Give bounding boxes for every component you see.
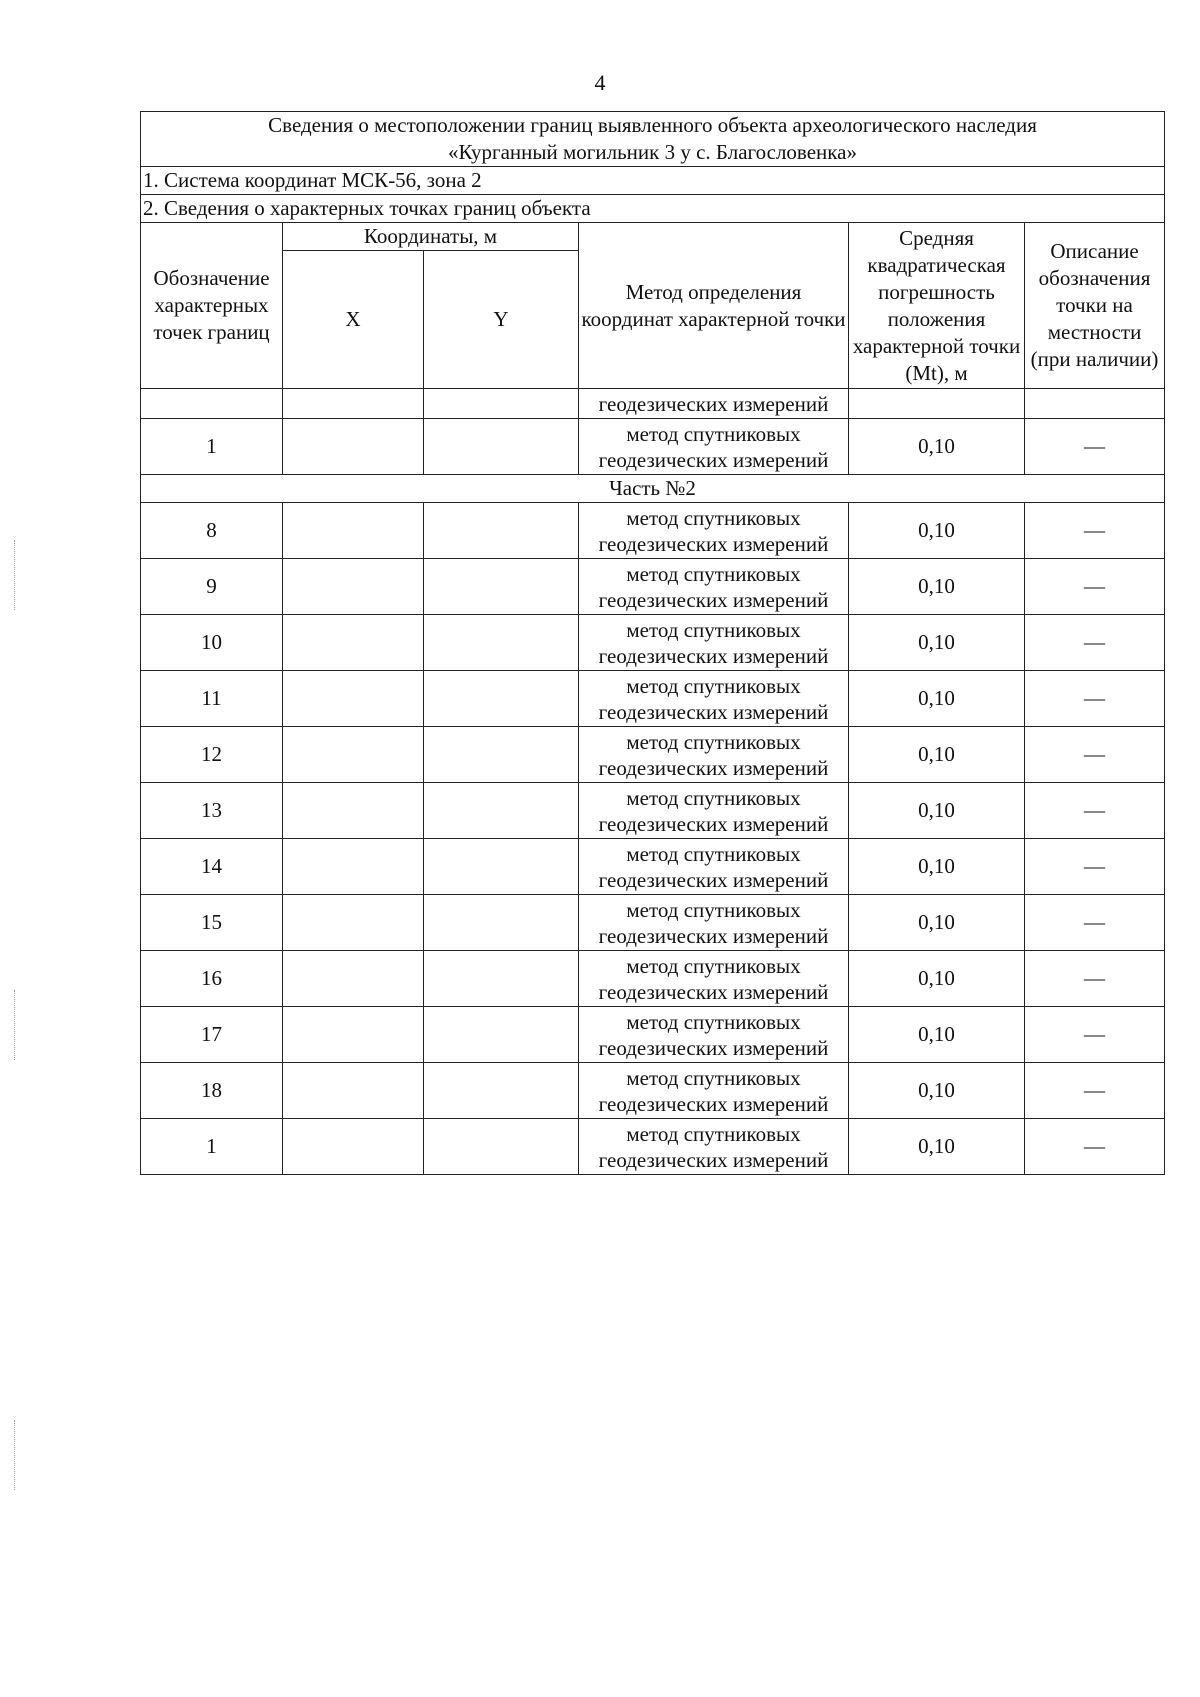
method-line-1: метод спутниковых xyxy=(626,785,801,810)
method-line-1: метод спутниковых xyxy=(626,729,801,754)
method-line-2: геодезических измерений xyxy=(598,531,829,556)
description-value: — xyxy=(1025,1007,1165,1063)
table-row xyxy=(141,671,1165,727)
point-number: 8 xyxy=(141,503,283,559)
accuracy-value: 0,10 xyxy=(849,895,1025,951)
method-line-2: геодезических измерений xyxy=(598,643,829,668)
coord-x xyxy=(283,559,424,615)
header-accuracy: Средняя квадратическая погрешность положения характерной точки (Mt), м xyxy=(849,223,1025,389)
table-row xyxy=(141,1007,1165,1063)
table-title xyxy=(141,112,1165,167)
point-number: 18 xyxy=(141,1063,283,1119)
method-line-1: метод спутниковых xyxy=(626,617,801,642)
binding-mark xyxy=(14,1420,16,1490)
coord-y xyxy=(424,727,579,783)
point-number: 15 xyxy=(141,895,283,951)
point-number: 16 xyxy=(141,951,283,1007)
table-row xyxy=(141,951,1165,1007)
coord-x xyxy=(283,419,424,475)
point-number: 13 xyxy=(141,783,283,839)
accuracy-value: 0,10 xyxy=(849,419,1025,475)
method-line-1: метод спутниковых xyxy=(626,1009,801,1034)
description-value: — xyxy=(1025,1119,1165,1175)
description-value: — xyxy=(1025,951,1165,1007)
description-value: — xyxy=(1025,559,1165,615)
method-line-2: геодезических измерений xyxy=(598,923,829,948)
accuracy-value: 0,10 xyxy=(849,1119,1025,1175)
method-cell xyxy=(579,839,849,895)
table-title-row xyxy=(141,112,1165,167)
method-cell xyxy=(579,1063,849,1119)
accuracy-value: 0,10 xyxy=(849,503,1025,559)
points-section-title: 2. Сведения о характерных точках границ объекта xyxy=(141,195,1165,223)
coord-y xyxy=(424,615,579,671)
method-cell xyxy=(579,671,849,727)
method-line-1: метод спутниковых xyxy=(626,505,801,530)
coordinate-system: 1. Система координат МСК-56, зона 2 xyxy=(141,167,1165,195)
method-cell xyxy=(579,1119,849,1175)
coord-x xyxy=(283,671,424,727)
accuracy-value: 0,10 xyxy=(849,727,1025,783)
method-line-1: метод спутниковых xyxy=(626,673,801,698)
point-number: 11 xyxy=(141,671,283,727)
table-row xyxy=(141,419,1165,475)
method-continuation: геодезических измерений xyxy=(579,389,849,419)
accuracy-value: 0,10 xyxy=(849,559,1025,615)
table-row xyxy=(141,503,1165,559)
coord-x xyxy=(283,727,424,783)
method-line-2: геодезических измерений xyxy=(598,1035,829,1060)
method-cell xyxy=(579,1007,849,1063)
point-number: 10 xyxy=(141,615,283,671)
coord-y xyxy=(424,1007,579,1063)
part-label: Часть №2 xyxy=(141,475,1165,503)
header-y: Y xyxy=(424,251,579,389)
description-value: — xyxy=(1025,839,1165,895)
coord-x xyxy=(283,895,424,951)
coord-x xyxy=(283,783,424,839)
table-row xyxy=(141,615,1165,671)
section-row xyxy=(141,195,1165,223)
point-number: 9 xyxy=(141,559,283,615)
description-value: — xyxy=(1025,1063,1165,1119)
method-cell xyxy=(579,559,849,615)
point-number: 17 xyxy=(141,1007,283,1063)
method-cell xyxy=(579,615,849,671)
method-line-1: метод спутниковых xyxy=(626,1065,801,1090)
description-value: — xyxy=(1025,615,1165,671)
table-row xyxy=(141,895,1165,951)
accuracy-value: 0,10 xyxy=(849,1007,1025,1063)
coord-y xyxy=(424,783,579,839)
method-line-2: геодезических измерений xyxy=(598,979,829,1004)
table-row xyxy=(141,559,1165,615)
point-number: 14 xyxy=(141,839,283,895)
coord-y xyxy=(424,951,579,1007)
coord-y xyxy=(424,671,579,727)
coord-x xyxy=(283,615,424,671)
coord-x xyxy=(283,1063,424,1119)
description-value: — xyxy=(1025,895,1165,951)
coord-x xyxy=(283,839,424,895)
method-line-2: геодезических измерений xyxy=(598,755,829,780)
header-method: Метод определения координат характерной точки xyxy=(579,223,849,389)
binding-mark xyxy=(14,990,16,1060)
title-line-1: Сведения о местоположении границ выявленного объекта археологического наследия xyxy=(268,113,1037,137)
accuracy-value: 0,10 xyxy=(849,951,1025,1007)
page-number: 4 xyxy=(594,70,606,95)
method-line-1: метод спутниковых xyxy=(626,897,801,922)
description-value: — xyxy=(1025,419,1165,475)
description-value: — xyxy=(1025,783,1165,839)
coord-x xyxy=(283,1119,424,1175)
method-line-1: метод спутниковых xyxy=(626,561,801,586)
coord-y xyxy=(424,895,579,951)
point-number: 1 xyxy=(141,419,283,475)
method-cell xyxy=(579,419,849,475)
point-number: 1 xyxy=(141,1119,283,1175)
coord-x xyxy=(283,1007,424,1063)
method-cell xyxy=(579,895,849,951)
method-cell xyxy=(579,727,849,783)
description-value: — xyxy=(1025,503,1165,559)
method-line-2: геодезических измерений xyxy=(598,447,829,472)
method-line-2: геодезических измерений xyxy=(598,811,829,836)
part-row xyxy=(141,475,1165,503)
table-row xyxy=(141,783,1165,839)
title-line-2: «Курганный могильник 3 у с. Благословенка» xyxy=(448,140,857,164)
method-line-2: геодезических измерений xyxy=(598,587,829,612)
header-designation: Обозначение характерных точек границ xyxy=(141,223,283,389)
method-cell xyxy=(579,951,849,1007)
table-row xyxy=(141,839,1165,895)
coord-y xyxy=(424,503,579,559)
accuracy-value: 0,10 xyxy=(849,783,1025,839)
method-line-1: метод спутниковых xyxy=(626,841,801,866)
coord-x xyxy=(283,503,424,559)
table-row xyxy=(141,727,1165,783)
coord-y xyxy=(424,559,579,615)
coord-y xyxy=(424,1119,579,1175)
coord-y xyxy=(424,1063,579,1119)
boundary-points-table xyxy=(140,111,1165,1175)
table-row xyxy=(141,389,1165,419)
accuracy-value: 0,10 xyxy=(849,671,1025,727)
point-number: 12 xyxy=(141,727,283,783)
header-row xyxy=(141,223,1165,251)
method-cell xyxy=(579,503,849,559)
accuracy-value: 0,10 xyxy=(849,615,1025,671)
coord-x xyxy=(283,951,424,1007)
header-coordinates: Координаты, м xyxy=(283,223,579,251)
method-line-2: геодезических измерений xyxy=(598,1147,829,1172)
method-line-2: геодезических измерений xyxy=(598,867,829,892)
part2-rows xyxy=(141,503,1165,1175)
coord-y xyxy=(424,839,579,895)
table-row xyxy=(141,1119,1165,1175)
method-line-2: геодезических измерений xyxy=(598,1091,829,1116)
table-row xyxy=(141,1063,1165,1119)
accuracy-value: 0,10 xyxy=(849,1063,1025,1119)
header-x: X xyxy=(283,251,424,389)
method-line-2: геодезических измерений xyxy=(598,699,829,724)
header-description: Описание обозначения точки на местности (при наличии) xyxy=(1025,223,1165,389)
method-line-1: метод спутниковых xyxy=(626,421,801,446)
accuracy-value: 0,10 xyxy=(849,839,1025,895)
description-value: — xyxy=(1025,671,1165,727)
description-value: — xyxy=(1025,727,1165,783)
binding-mark xyxy=(14,540,16,610)
method-line-1: метод спутниковых xyxy=(626,953,801,978)
method-cell xyxy=(579,783,849,839)
coord-y xyxy=(424,419,579,475)
method-line-1: метод спутниковых xyxy=(626,1121,801,1146)
section-row xyxy=(141,167,1165,195)
